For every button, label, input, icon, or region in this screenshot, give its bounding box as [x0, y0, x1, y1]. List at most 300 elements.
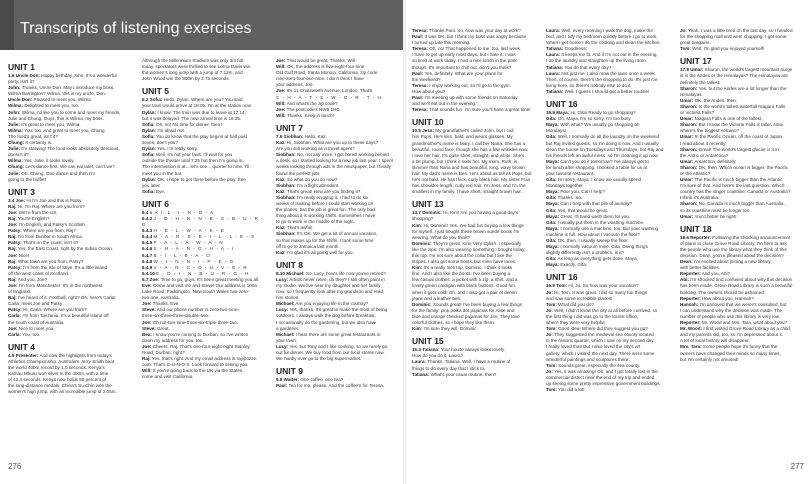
- speaker-name: Raj:: [8, 215, 17, 221]
- line-text: In the Pacific Ocean, off the coast of Japan.: [694, 134, 784, 140]
- line-text: he's not bald. He has thick, curly black hair. My sister Fran: [412, 177, 531, 183]
- speaker-name: Reporter:: [680, 295, 701, 301]
- exercise-number: 10.5: [412, 128, 421, 134]
- title-banner: [0, 0, 404, 50]
- line-text: And you, Joe?: [17, 276, 48, 282]
- speaker-name: Tom:: [680, 46, 691, 52]
- speaker-name: Sofia:: [142, 121, 155, 127]
- line-text: though. It's important to chill out, don't you think?: [412, 64, 512, 70]
- speaker-name: Sharon:: [680, 146, 698, 152]
- unit-heading: UNIT 17: [680, 56, 712, 67]
- exercise-number: 6.4.6: [142, 246, 153, 252]
- line-text: I enjoy working out, so I'll go to the gym.: [429, 82, 511, 88]
- line-text: for the shopping mall and went shopping. I got some: [680, 34, 787, 40]
- line-text: So, Lucy, how's life now you've retired?: [305, 270, 386, 276]
- line-text: nine-zero-four-one-nine. I don't think I have: [276, 76, 364, 82]
- speaker-name: Joe:: [8, 252, 18, 258]
- line-text: down my address for you, too.: [142, 337, 204, 343]
- transcript-line: [142, 216, 264, 228]
- line-text: and my parents did, too, so I'm depressed about it.: [680, 332, 784, 338]
- line-text: C - H - A - T - S - W - O - R - T - H.: [276, 94, 385, 100]
- line-text: lovely green cardigan with black buttons. Good fun: [412, 283, 515, 289]
- speaker-name: Carla:: [8, 331, 22, 337]
- line-text: where's the biggest volcano?: [680, 128, 740, 134]
- line-text: come and visit California.: [142, 374, 194, 380]
- speaker-name: Raj:: [142, 356, 151, 362]
- unit-heading: UNIT 1: [8, 62, 35, 72]
- line-text: Hi, Gita! Ready to go shopping?: [570, 110, 636, 116]
- line-text: I can understand why the decision was made. The: [680, 307, 783, 313]
- line-text: your town.: [276, 337, 298, 343]
- line-text: I first visited Grove Road Library as a child,: [703, 326, 791, 332]
- line-text: John Wood win the 800m by 2.75 seconds.: [142, 76, 230, 82]
- line-text: outdoors. I always walk the dog before breakfast.: [276, 313, 376, 319]
- exercise-number: 17.8: [680, 67, 689, 73]
- speaker-name: Maya:: [556, 110, 570, 116]
- exercise-number: 6.4.5: [142, 240, 153, 246]
- line-text: Antarctica, definitely.: [694, 158, 737, 164]
- line-text: I'm from Dunbar in South Africa.: [17, 234, 83, 240]
- speaker-name: Joe:: [276, 88, 286, 94]
- line-text: out for dinner. We buy food from our local stores now.: [276, 350, 385, 356]
- line-text: building. The owners should be ashamed.: [680, 289, 765, 295]
- speaker-name: Kaz:: [276, 176, 286, 182]
- line-text: or the Atlantic?: [680, 170, 711, 176]
- speaker-name: Gita:: [546, 177, 557, 183]
- transcript-line: [412, 107, 534, 113]
- line-text: A lot of local history will disappear.: [680, 338, 750, 344]
- speaker-name: Raj:: [8, 295, 17, 301]
- line-text: of plans to close Grove Road Library, I'm here to ask: [680, 240, 787, 246]
- line-text: Goodness!: [564, 46, 587, 52]
- line-text: That's awful!: [286, 225, 313, 231]
- line-text: I'm excited about joining a new library,: [694, 259, 772, 265]
- line-text: Julie and Chung. Guys, this is Wilma, my boss.: [8, 115, 104, 121]
- line-text: I read about it recently.: [680, 140, 727, 146]
- speaker-name: Joe:: [142, 301, 152, 307]
- speaker-name: Chung:: [8, 164, 25, 170]
- line-text: like the zips. I'm also wearing something I bought today,: [412, 246, 526, 252]
- line-text: Oh, no! No time for dinner, then?: [156, 121, 223, 127]
- line-text: Yes, but the Andes are a lot longer than the: [698, 85, 787, 91]
- left-page: [0, 0, 404, 484]
- line-text: They're great, Kim! Very stylish. I especially: [432, 240, 522, 246]
- line-text: smallest in my family. I have short, straight brown hair.: [412, 189, 522, 195]
- speaker-name: Kaz:: [276, 225, 286, 231]
- line-text: OK, the Andes, then.: [694, 97, 737, 103]
- line-text: Following the shocking announcement: [712, 234, 791, 240]
- text-column: [412, 28, 534, 462]
- line-text: slightly differently isn't a problem, is it?: [546, 250, 625, 256]
- line-text: That would be great. Thanks, Will.: [286, 58, 357, 63]
- speaker-name: Kim:: [412, 222, 423, 228]
- speaker-name: Wilma:: [8, 158, 24, 164]
- line-text: off the west coast of Scotland.: [8, 270, 70, 276]
- line-text: him Pops. He's slim, bald, and wears glasses. My: [412, 134, 513, 140]
- line-text: shopping?: [412, 216, 434, 222]
- speaker-name: Sharon:: [680, 103, 698, 109]
- line-text: country has the longer coastline: Canada or Australia?: [680, 189, 791, 195]
- line-text: Yes, thanks. It's great to make the most of being: [289, 307, 388, 313]
- speaker-name: Teresa:: [412, 28, 429, 33]
- speaker-name: Sofia:: [142, 133, 155, 139]
- speaker-name: Siobhan:: [283, 133, 304, 139]
- speaker-name: Uncle Don:: [15, 73, 40, 78]
- speaker-name: Maya:: [546, 158, 560, 164]
- line-text: for the family: pink polka dot pajamas for Alice and: [412, 307, 515, 313]
- line-text: You, too.: [22, 331, 41, 337]
- speaker-name: Joe:: [15, 197, 26, 203]
- line-text: It certainly is.: [25, 140, 53, 146]
- unit-heading: UNIT 9: [276, 366, 303, 377]
- line-text: so tired at work today. I had a nice lunch in the park: [412, 58, 517, 64]
- line-text: W - I - N - N - I - P - E - G: [153, 258, 235, 264]
- speaker-name: Tatiana:: [546, 64, 564, 70]
- line-text: com. That's C-U-N-O-X. Look forward to seeing you.: [142, 362, 249, 368]
- line-text: Are you enjoying life in the country?: [295, 301, 369, 307]
- line-text: thing about it is working shifts. Sometimes I have: [276, 213, 376, 219]
- exercise-number: 7.6: [276, 133, 283, 139]
- speaker-name: John:: [8, 85, 21, 91]
- line-text: wearing. What do you think?: [412, 234, 470, 240]
- line-text: So what do you do now?: [286, 176, 338, 182]
- line-text: the first thing I did was go to the tourist office,: [546, 313, 639, 319]
- speaker-name: Julie:: [8, 121, 20, 127]
- speaker-name: Sofia:: [142, 152, 155, 158]
- page-number: 276: [8, 462, 22, 471]
- line-text: We're from the US.: [18, 209, 58, 215]
- line-text: As long as everything gets done. Maya.: [557, 256, 638, 262]
- line-text: Cheers, Raj. That's one-four-eight-eight Stanley: [152, 343, 250, 349]
- speaker-name: Julie:: [8, 146, 20, 152]
- speaker-name: Teresa:: [412, 46, 429, 52]
- line-text: weeks looking through ads in the newspaper, but I finally: [276, 164, 391, 170]
- speaker-name: Maya:: [546, 213, 560, 219]
- line-text: Yes. I'm really sorry.: [157, 146, 198, 152]
- speaker-name: Siobhan:: [276, 231, 296, 237]
- line-text: Yes, but Tony and I like cooking, so we rarely go: [289, 343, 388, 349]
- line-text: in the historic quarter, which I saw on my second day.: [546, 338, 655, 344]
- line-text: Well, every morning I walk the dog, make the: [561, 28, 653, 33]
- speaker-name: Jo:: [546, 289, 553, 295]
- line-text: off to go to Jamaica last month.: [276, 243, 340, 249]
- speaker-name: Maya:: [546, 122, 560, 128]
- speaker-name: Lucy:: [276, 276, 289, 282]
- line-text: and we'll eat out in the evening.: [412, 101, 477, 107]
- line-text: I'm English, and Patsy's Scottish.: [18, 222, 87, 228]
- line-text: of England.: [8, 289, 32, 295]
- speaker-name: Gita:: [546, 256, 557, 262]
- speaker-name: Dominic:: [422, 210, 442, 216]
- line-text: It keeps me fit. And if I'm not out in the evening,: [561, 52, 658, 58]
- line-text: Yes, that's right. And my email address is raj@ozze.: [151, 356, 258, 362]
- line-text: Sounds great, especially the sea county.: [558, 362, 641, 368]
- speaker-name: Will:: [276, 112, 286, 118]
- line-text: is in the Andes or the Himalayas? The Himalayas are: [680, 73, 788, 79]
- line-text: P - A - L - A - W - A - N: [153, 240, 224, 246]
- line-text: I do the laundry and straighten up the living room.: [546, 58, 647, 64]
- transcript-line: [276, 356, 398, 362]
- line-text: Road, Durban, right?: [142, 350, 185, 356]
- line-text: few casual clothes: a jacket with a zip, a shirt, and a: [412, 277, 518, 283]
- line-text: bed, and I tidy my bedroom quickly before I go to work.: [546, 34, 658, 40]
- line-text: I normally vacuum mine. Gita, Doing things: [560, 244, 648, 250]
- line-text: Hi, I'm Raj. Where are you from?: [17, 203, 85, 209]
- line-text: Nice!: [18, 252, 30, 258]
- line-text: Hi I'm Joe and this is Patsy.: [26, 197, 83, 203]
- speaker-name: Jo:: [546, 332, 553, 338]
- unit-heading: UNIT 13: [412, 199, 444, 210]
- line-text: My grandfather's called John, but I call: [435, 128, 514, 134]
- line-text: M - A - R - S - E - I - L - L - E - S: [153, 234, 256, 240]
- speaker-name: Joe:: [8, 325, 18, 331]
- exercise-number: 6.7: [142, 276, 149, 282]
- line-text: Himalayas.: [680, 91, 703, 97]
- line-text: I'm afraid not.: [157, 127, 186, 133]
- line-text: Poor you. Can I help?: [560, 189, 605, 195]
- transcript-line: [142, 189, 264, 195]
- speaker-name: Tom:: [546, 362, 557, 368]
- line-text: grandmother's name is Mary. I call her Nana. She has a: [412, 140, 526, 146]
- speaker-name: Tom:: [546, 387, 557, 393]
- line-text: OK, then. I usually sweep the floor.: [557, 238, 629, 243]
- line-text: Time to go, guys. It's been great meeting you all.: [160, 276, 260, 282]
- line-text: Well, I didn't know the city at all before I arrived, so: [554, 307, 658, 313]
- line-text: your address, Joe.: [276, 82, 314, 88]
- line-text: Then, of course, there's the shopping to do. It's just me: [546, 76, 658, 82]
- line-text: But I know the Victoria Falls is taller. Now,: [698, 122, 784, 128]
- speaker-name: Reporter:: [690, 234, 711, 240]
- speaker-name: Umar:: [680, 158, 694, 164]
- speaker-name: Tom:: [556, 283, 568, 289]
- line-text: Lake Road, Paddington, New South Wales two-zero-: [142, 289, 250, 295]
- line-text: I'm sure they will, Dominic.: [423, 326, 478, 332]
- speaker-name: Zoe:: [149, 276, 160, 282]
- line-text: Great. I'll hand wash them for you.: [560, 213, 631, 219]
- speaker-name: Patsy:: [8, 228, 22, 234]
- line-text: found the perfect job!: [276, 170, 320, 176]
- speaker-name: Paul:: [276, 383, 288, 389]
- transcript-line: [680, 214, 802, 220]
- line-text: Old Gulf Road, Santa Monica, California, zip code: [276, 70, 378, 76]
- line-text: has been made. Grove Road Library is such a beautiful: [680, 283, 793, 289]
- line-text: OK, then. Which ocean is bigger, the Pacific: [698, 164, 789, 170]
- speaker-name: Maya:: [546, 262, 560, 268]
- line-text: You, too. And great to meet you, Chung.: [24, 127, 106, 133]
- line-text: Great.: [157, 325, 170, 331]
- line-text: a desk, so I started looking for a new job last year. I spent: [276, 158, 393, 164]
- line-text: wonderful paintings and sculptures there.: [546, 356, 630, 362]
- speaker-name: Maya:: [546, 201, 560, 207]
- line-text: machine is full. How about I vacuum the floor?: [546, 231, 640, 237]
- unit-heading: UNIT 16: [546, 99, 578, 110]
- line-text: And what's the zip code?: [286, 100, 338, 106]
- speaker-name: Reporter:: [680, 271, 701, 277]
- line-text: Wilma, I'd like you to come and meet my friends,: [21, 109, 121, 115]
- line-text: the weekend?: [412, 76, 441, 82]
- transcript-line: [276, 250, 398, 256]
- transcript-line: [546, 387, 668, 393]
- speaker-name: Umar:: [680, 134, 694, 140]
- speaker-name: Paul:: [412, 95, 424, 101]
- line-text: blue and orange checked pajamas for Jim. They love: [412, 313, 520, 319]
- line-text: It's great to meet you, Wilma.: [21, 121, 81, 127]
- line-text: meet you in the bar.: [142, 170, 183, 176]
- line-text: Thanks. So...: [557, 195, 585, 201]
- line-text: V - A - N - C - O - U - V - E - R: [153, 264, 248, 270]
- line-text: I'm from Tanzania. It's a beautiful island off: [22, 313, 109, 319]
- line-text: when it gets cold! Oh, and I also got a pair of denim: [412, 289, 517, 295]
- speaker-name: Dean:: [680, 259, 693, 265]
- line-text: When I get home I do the cooking and clean the kitchen.: [546, 40, 661, 46]
- line-text: I'm glad it's all going well for you.: [286, 249, 354, 255]
- text-column: [8, 58, 130, 462]
- line-text: It's 11 Chatsworth Avenue, London. That's: [286, 88, 373, 94]
- speaker-name: Tatiana:: [546, 88, 564, 94]
- line-text: I've heard of it. Football, right? Oh, here's Carla!: [17, 295, 116, 301]
- line-text: You do that every day?: [564, 64, 612, 70]
- unit-heading: UNIT 16: [546, 272, 578, 283]
- line-text: How do you do it, Laura?: [412, 353, 464, 359]
- speaker-name: Carla:: [8, 313, 22, 319]
- exercise-number: 15.3: [412, 347, 421, 353]
- speaker-name: Gita:: [546, 219, 557, 225]
- line-text: J - O - H - N - N - E - S - B - U - R - G: [142, 215, 264, 228]
- speaker-name: Umar:: [680, 177, 694, 183]
- line-text: I normally use a machine, too. But your washing: [560, 225, 659, 231]
- line-text: I love her hair. It's quite short, straight, and white. She's: [412, 152, 525, 158]
- line-text: beautiful, round face, though she has a few wrinkles now.: [412, 146, 529, 152]
- transcript-line: [276, 113, 398, 119]
- line-text: going to the buffet!: [8, 176, 46, 182]
- transcript-line: [680, 357, 802, 363]
- line-text: I have to get up early most days, but I hate it. I was: [412, 52, 516, 58]
- speaker-name: Abi:: [680, 277, 689, 283]
- line-text: Carla, meet Joe and Patsy.: [8, 301, 64, 307]
- exercise-number: 13.7: [412, 210, 421, 216]
- line-text: I'm sorry, Maya. I know we usually spend: [557, 177, 642, 183]
- exercise-number: 6.4.10: [142, 270, 155, 276]
- exercise-number: 6.4.4: [142, 234, 153, 240]
- line-text: three-six-three-three-double-two.: [142, 313, 209, 319]
- transcript-line: [680, 46, 802, 52]
- speaker-name: Tom:: [546, 301, 557, 307]
- line-text: I'm really enjoying it. I had to do six: [296, 194, 369, 200]
- speaker-name: Gita:: [546, 116, 557, 122]
- line-text: Hello, Dylan. Where are you? You said: [163, 97, 243, 103]
- line-text: I know. The train was due to leave at 17:14,: [157, 109, 246, 115]
- line-text: Well, I normally do all the laundry on the weekend: [557, 134, 660, 140]
- speaker-name: Umar:: [690, 67, 704, 73]
- text-column: [680, 28, 802, 462]
- line-text: And our phone number is zero-two-nine-: [156, 307, 240, 313]
- line-text: and saw some incredible places!: [546, 295, 613, 301]
- speaker-name: Tom:: [546, 326, 557, 332]
- unit-heading: UNIT 8: [276, 259, 303, 270]
- transcript-line: [412, 189, 534, 195]
- speaker-name: Waiter:: [283, 377, 300, 383]
- speaker-name: Joe:: [276, 58, 286, 63]
- line-text: No, not any more. I got bored working behind: [296, 152, 389, 158]
- line-text: Yes, that would be great.: [557, 207, 609, 213]
- speaker-name: Kim:: [412, 326, 423, 332]
- page-title: Transcripts of listening exercises: [20, 20, 252, 37]
- exercise-number: 18.6: [680, 234, 689, 240]
- speaker-name: Umar:: [680, 116, 694, 122]
- line-text: gallery, which I visited the next day. There were some: [546, 350, 655, 356]
- speaker-name: Michael:: [286, 270, 305, 276]
- line-text: I hear there are some great restaurants in: [295, 331, 381, 337]
- unit-heading: UNIT 4: [8, 341, 35, 352]
- line-text: I usually put them in the washing machine.: [557, 219, 645, 225]
- line-text: Yes, definitely. What are your plans for: [424, 70, 503, 76]
- line-text: Thanks, Uncle Don. May I introduce my boss,: [21, 85, 115, 91]
- exercise-number: 6.4.9: [142, 264, 153, 270]
- speaker-name: Tatiana:: [422, 347, 440, 353]
- line-text: Can I help with that pile of laundry?: [560, 201, 633, 207]
- line-text: It was OK, but I think my boss was angry because: [424, 34, 527, 40]
- line-text: Exactly, Gita.: [560, 262, 588, 268]
- line-text: Can't you do it tomorrow? I've always got to: [560, 158, 649, 164]
- speaker-name: Michael:: [276, 331, 295, 337]
- exercise-number: 8.10: [276, 270, 285, 276]
- line-text: They suggested the medieval sea county located: [554, 332, 654, 338]
- line-text: I'm sure of that. And here's the last question. Which: [680, 183, 785, 189]
- speaker-name: Sharon:: [680, 201, 698, 207]
- speaker-name: Joe:: [142, 343, 152, 349]
- line-text: Kamau Mburu won silver in the 400m, with a time: [8, 371, 109, 377]
- transcript-line: [412, 372, 534, 378]
- speaker-name: Joe:: [276, 106, 286, 112]
- speaker-name: Will:: [276, 64, 286, 70]
- speaker-name: Siobhan:: [276, 194, 296, 200]
- line-text: If you're going back to the UK via the States,: [152, 368, 244, 374]
- line-text: but it was delayed. The new arrival time is 18:35.: [142, 115, 242, 121]
- line-text: number of people who use this library is very low.: [680, 313, 781, 319]
- line-text: Great! The world's largest glacier is it in: [698, 146, 779, 152]
- line-text: The postcode's NW8 1HG.: [286, 106, 342, 112]
- speaker-name: Dominic:: [412, 240, 432, 246]
- right-page: [406, 0, 810, 484]
- line-text: No. Canada is much bigger than Australia,: [698, 201, 785, 207]
- line-text: I'm from Manchester. It's in the northwest: [18, 283, 103, 288]
- line-text: for lunch after shopping. I booked a table for us at: [546, 164, 648, 170]
- line-text: I know you're coming to Durban, so I've written: [153, 331, 249, 337]
- speaker-name: Joe:: [142, 319, 152, 325]
- line-text: Athletics Championship. Australia's Jerry Smith beat: [8, 358, 115, 364]
- exercise-number: 6.4: [142, 209, 149, 215]
- line-text: to go to work in the middle of the night.: [276, 219, 355, 225]
- unit-heading: UNIT 10: [412, 117, 444, 128]
- line-text: Hello, Kaz.: [304, 133, 327, 139]
- speaker-name: Tatiana:: [412, 371, 430, 377]
- line-text: How about you?: [412, 88, 446, 94]
- transcript-line: [546, 89, 668, 95]
- line-text: Yes, it was amazing! Oh, and I got totally lost in the: [554, 368, 658, 374]
- speaker-name: Reporter:: [680, 320, 701, 326]
- speaker-name: Wilma:: [8, 127, 24, 133]
- transcript-line: [142, 76, 264, 82]
- unit-heading: UNIT 7: [276, 122, 303, 133]
- line-text: H - E - L - W - A - K - E: [153, 228, 225, 234]
- line-text: Mondays!: [546, 128, 566, 134]
- line-text: the Arctic or Antarctica?: [680, 152, 729, 158]
- speaker-name: Sharon:: [680, 122, 698, 128]
- transcript-line: [412, 326, 534, 332]
- line-text: It's a really nice top, Dominic. I think it looks: [423, 265, 513, 271]
- transcript-line: [8, 389, 130, 395]
- speaker-name: Lucy:: [276, 307, 289, 313]
